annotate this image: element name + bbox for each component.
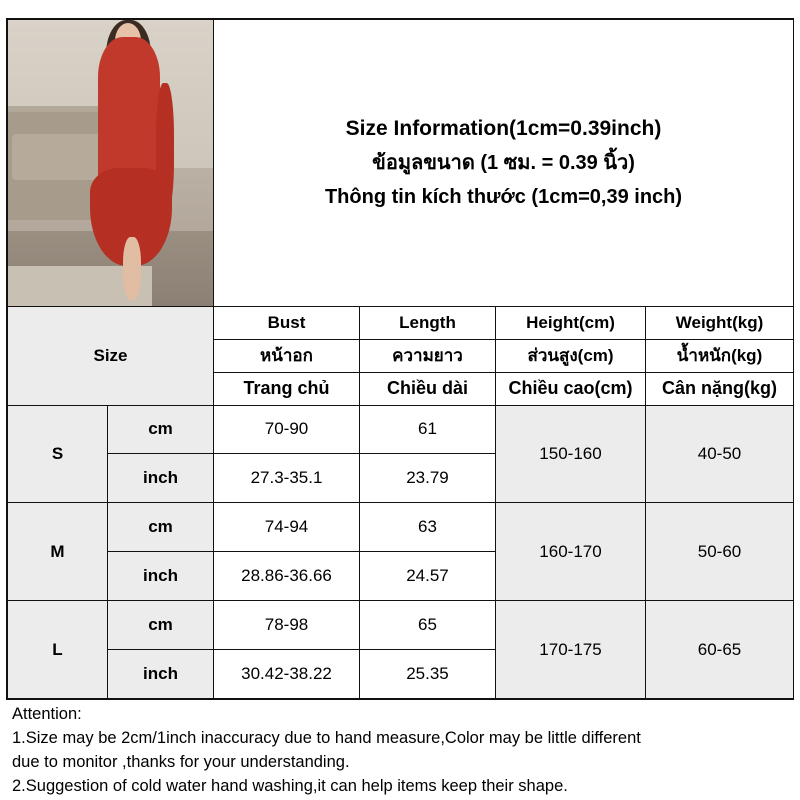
row-s-length-cm: 61 <box>360 405 496 454</box>
row-m-length-inch: 24.57 <box>360 552 496 601</box>
attention-line-1: 1.Size may be 2cm/1inch inaccuracy due to hand measure,Color may be little different <box>12 729 641 747</box>
column-header-bust-vi: Trang chủ <box>214 372 360 405</box>
row-l-length-cm: 65 <box>360 601 496 650</box>
column-header-length-th: ความยาว <box>360 339 496 372</box>
table-header-band <box>8 20 794 307</box>
title-vietnamese: Thông tin kích thước (1cm=0,39 inch) <box>324 185 683 208</box>
column-header-height-en: Height(cm) <box>496 306 646 339</box>
table-row <box>8 601 794 650</box>
row-l-length-inch: 25.35 <box>360 650 496 699</box>
attention-block <box>6 700 794 798</box>
row-s-bust-inch: 27.3-35.1 <box>214 454 360 503</box>
column-header-bust-en: Bust <box>214 306 360 339</box>
row-l-unit-cm: cm <box>108 601 214 650</box>
row-l-bust-inch: 30.42-38.22 <box>214 650 360 699</box>
attention-heading: Attention: <box>12 705 82 723</box>
row-s-height: 150-160 <box>496 405 646 503</box>
product-photo <box>8 20 214 307</box>
column-header-row-en <box>8 306 794 339</box>
title-english: Size Information(1cm=0.39inch) <box>345 116 662 140</box>
row-m-length-cm: 63 <box>360 503 496 552</box>
row-size-s: S <box>8 405 108 503</box>
column-header-height-vi: Chiều cao(cm) <box>496 372 646 405</box>
size-chart-container <box>6 18 794 700</box>
row-m-height: 160-170 <box>496 503 646 601</box>
row-m-weight: 50-60 <box>646 503 794 601</box>
row-m-unit-cm: cm <box>108 503 214 552</box>
column-header-height-th: ส่วนสูง(cm) <box>496 339 646 372</box>
row-s-unit-cm: cm <box>108 405 214 454</box>
row-l-height: 170-175 <box>496 601 646 699</box>
attention-line-2: due to monitor ,thanks for your understanding. <box>12 753 350 771</box>
column-header-length-en: Length <box>360 306 496 339</box>
size-table <box>7 19 794 699</box>
row-s-weight: 40-50 <box>646 405 794 503</box>
attention-line-3: 2.Suggestion of cold water hand washing,it can help items keep their shape. <box>12 777 568 795</box>
title-thai: ข้อมูลขนาด (1 ซม. = 0.39 นิ้ว) <box>372 151 635 174</box>
table-row <box>8 405 794 454</box>
column-header-length-vi: Chiều dài <box>360 372 496 405</box>
row-l-weight: 60-65 <box>646 601 794 699</box>
row-m-bust-cm: 74-94 <box>214 503 360 552</box>
row-m-bust-inch: 28.86-36.66 <box>214 552 360 601</box>
row-l-unit-inch: inch <box>108 650 214 699</box>
row-l-bust-cm: 78-98 <box>214 601 360 650</box>
column-header-weight-en: Weight(kg) <box>646 306 794 339</box>
row-s-bust-cm: 70-90 <box>214 405 360 454</box>
row-size-l: L <box>8 601 108 699</box>
row-s-unit-inch: inch <box>108 454 214 503</box>
row-m-unit-inch: inch <box>108 552 214 601</box>
table-row <box>8 503 794 552</box>
row-size-m: M <box>8 503 108 601</box>
column-header-weight-vi: Cân nặng(kg) <box>646 372 794 405</box>
column-header-weight-th: น้ำหนัก(kg) <box>646 339 794 372</box>
chart-title-block <box>214 20 794 307</box>
row-s-length-inch: 23.79 <box>360 454 496 503</box>
column-header-bust-th: หน้าอก <box>214 339 360 372</box>
size-column-label: Size <box>8 306 214 405</box>
